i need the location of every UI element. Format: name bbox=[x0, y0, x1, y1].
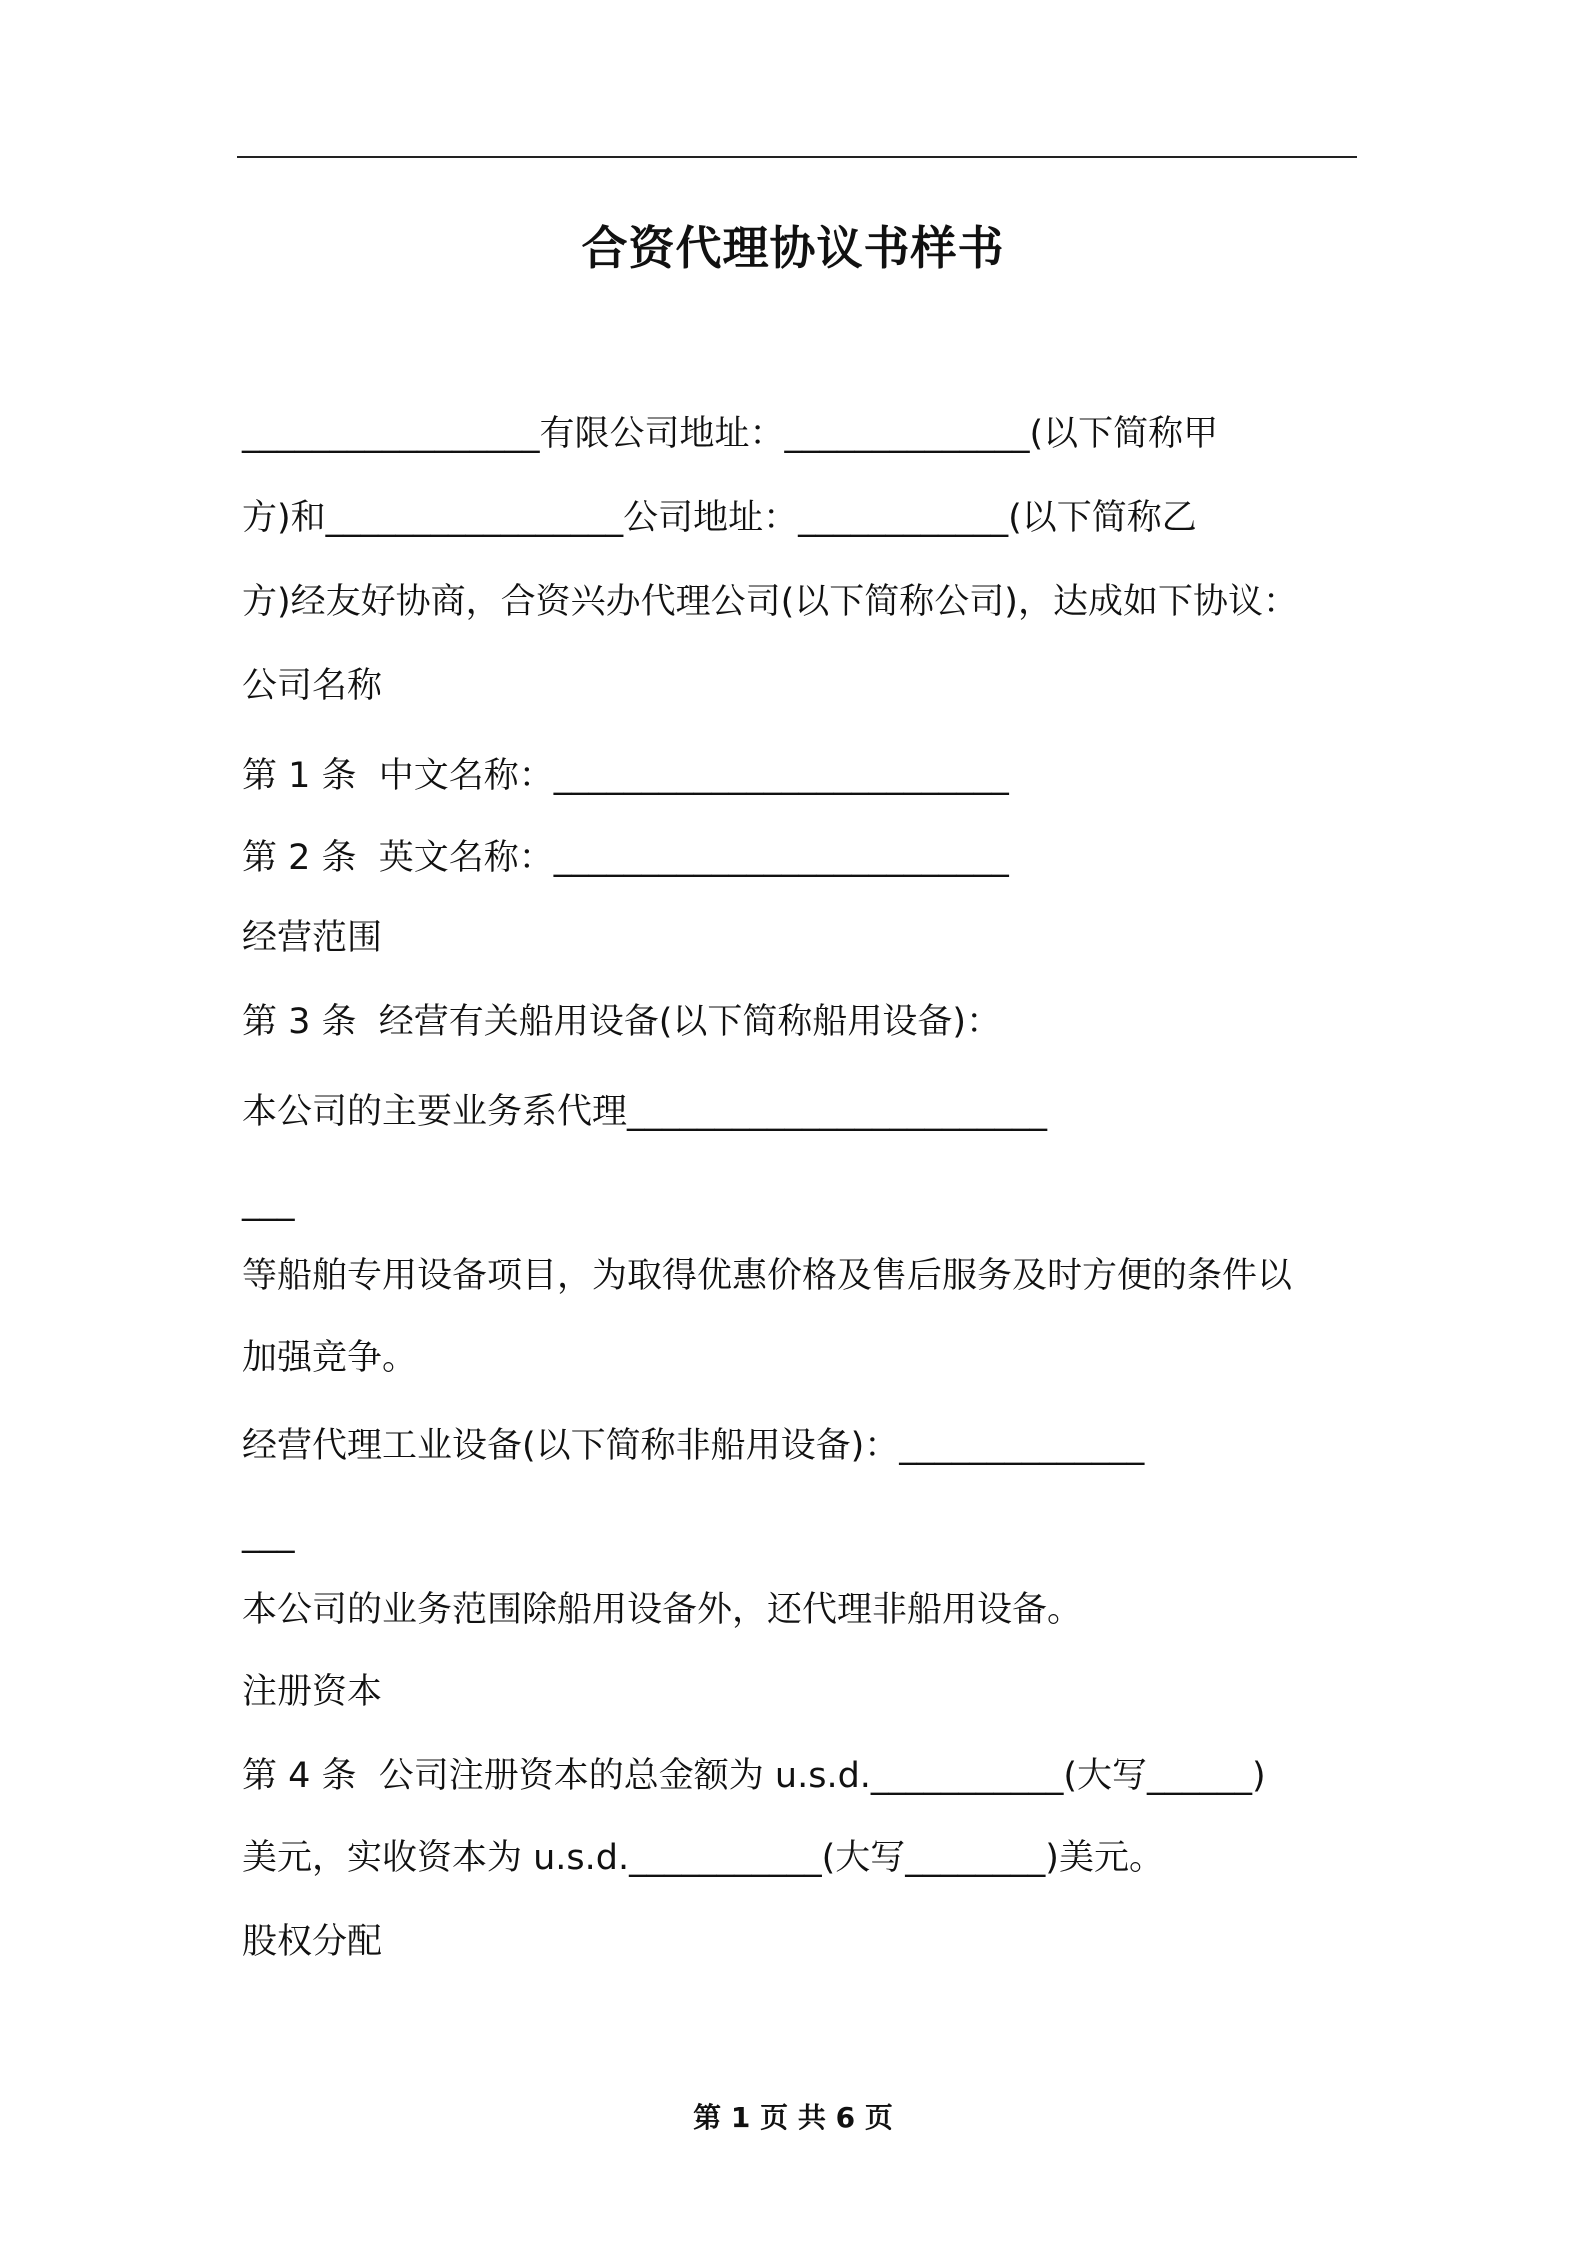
paid-in-capital-line: 美元，实收资本为 u.s.d.___________(大写________)美元。 bbox=[242, 1838, 1164, 1878]
party-a-line: _________________有限公司地址：______________(以下简称甲 bbox=[242, 414, 1219, 454]
article-4-line: 第 4 条 公司注册资本的总金额为 u.s.d.___________(大写______) bbox=[242, 1756, 1266, 1796]
section-heading-business-scope: 经营范围 bbox=[242, 918, 383, 958]
agreement-intro-line: 方)经友好协商，合资兴办代理公司(以下简称公司)，达成如下协议： bbox=[242, 582, 1298, 622]
section-heading-company-name: 公司名称 bbox=[242, 666, 383, 706]
article-1-line: 第 1 条 中文名称：__________________________ bbox=[242, 756, 1009, 796]
document-title: 合资代理协议书样书 bbox=[581, 221, 1005, 275]
section-heading-equity: 股权分配 bbox=[242, 1922, 383, 1962]
business-range-line: 本公司的业务范围除船用设备外，还代理非船用设备。 bbox=[242, 1590, 1083, 1630]
blank-continuation-2: ___ bbox=[242, 1514, 295, 1554]
competition-line: 加强竞争。 bbox=[242, 1338, 418, 1378]
section-heading-registered-capital: 注册资本 bbox=[242, 1672, 383, 1712]
blank-continuation-1: ___ bbox=[242, 1182, 295, 1222]
header-rule bbox=[237, 156, 1357, 158]
article-2-line: 第 2 条 英文名称：__________________________ bbox=[242, 838, 1009, 878]
party-b-line: 方)和_________________公司地址：____________(以下简称乙 bbox=[242, 498, 1197, 538]
article-3-line: 第 3 条 经营有关船用设备(以下简称船用设备)： bbox=[242, 1002, 1002, 1042]
marine-equipment-line: 等船舶专用设备项目，为取得优惠价格及售后服务及时方便的条件以 bbox=[242, 1256, 1293, 1296]
industrial-equipment-line: 经营代理工业设备(以下简称非船用设备)：______________ bbox=[242, 1426, 1145, 1466]
page-number: 第 1 页 共 6 页 bbox=[693, 2101, 893, 2134]
main-business-line: 本公司的主要业务系代理________________________ bbox=[242, 1092, 1048, 1132]
